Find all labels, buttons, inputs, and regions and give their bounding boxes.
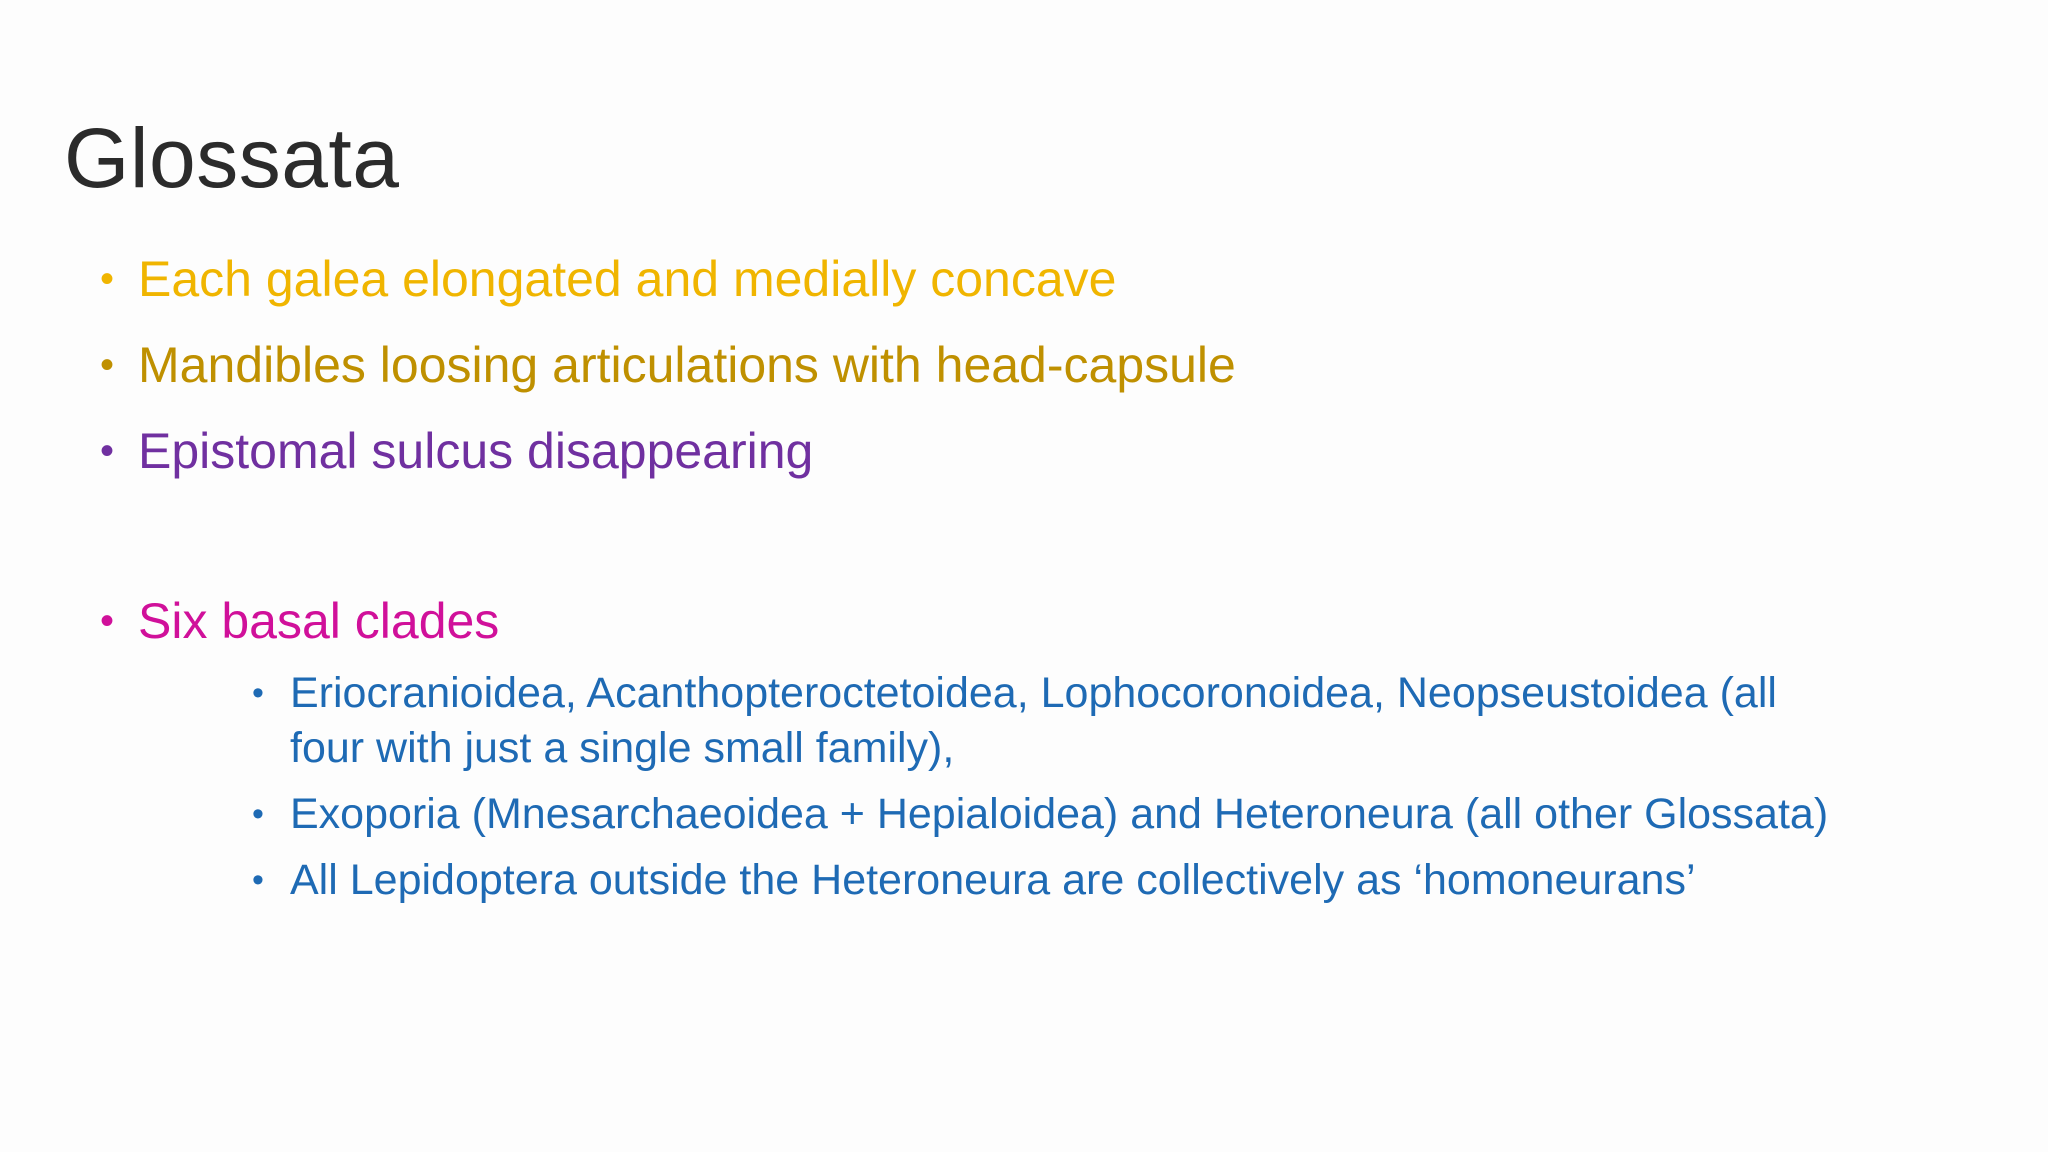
bullet-item bbox=[100, 248, 2000, 310]
bullet-dot-icon: • bbox=[100, 429, 115, 473]
sub-bullet-item bbox=[252, 666, 1992, 776]
bullet-dot-icon: • bbox=[100, 343, 115, 387]
sub-bullet-text: Exoporia (Mnesarchaeoidea + Hepialoidea) and Heteroneura (all other Glossata) bbox=[290, 790, 1829, 838]
bullet-text: Mandibles loosing articulations with head-capsule bbox=[138, 337, 1236, 393]
bullet-text: Epistomal sulcus disappearing bbox=[138, 423, 814, 479]
bullet-dot-icon: • bbox=[252, 674, 264, 712]
bullet-dot-icon: • bbox=[100, 257, 115, 301]
sub-bullet-item bbox=[252, 787, 1992, 842]
bullet-text: Six basal clades bbox=[138, 593, 500, 649]
bullet-item-clades bbox=[100, 590, 2000, 652]
sub-bullet-item bbox=[252, 853, 1992, 908]
slide-title: Glossata bbox=[64, 111, 400, 205]
spacer bbox=[100, 506, 2000, 590]
sub-bullet-text-line2: four with just a single small family), bbox=[290, 724, 955, 772]
bullet-text: Each galea elongated and medially concave bbox=[138, 251, 1117, 307]
sub-bullet-text: All Lepidoptera outside the Heteroneura are collectively as ‘homoneurans’ bbox=[290, 856, 1696, 904]
bullet-dot-icon: • bbox=[100, 599, 115, 643]
sub-bullet-text-line1: Eriocranioidea, Acanthopteroctetoidea, Lophocoronoidea, Neopseustoidea (all bbox=[290, 669, 1777, 717]
bullet-item bbox=[100, 420, 2000, 482]
bullet-list bbox=[100, 248, 2000, 919]
sub-bullet-list bbox=[252, 666, 1992, 908]
bullet-item bbox=[100, 334, 2000, 396]
bullet-dot-icon: • bbox=[252, 795, 264, 833]
bullet-dot-icon: • bbox=[252, 861, 264, 899]
